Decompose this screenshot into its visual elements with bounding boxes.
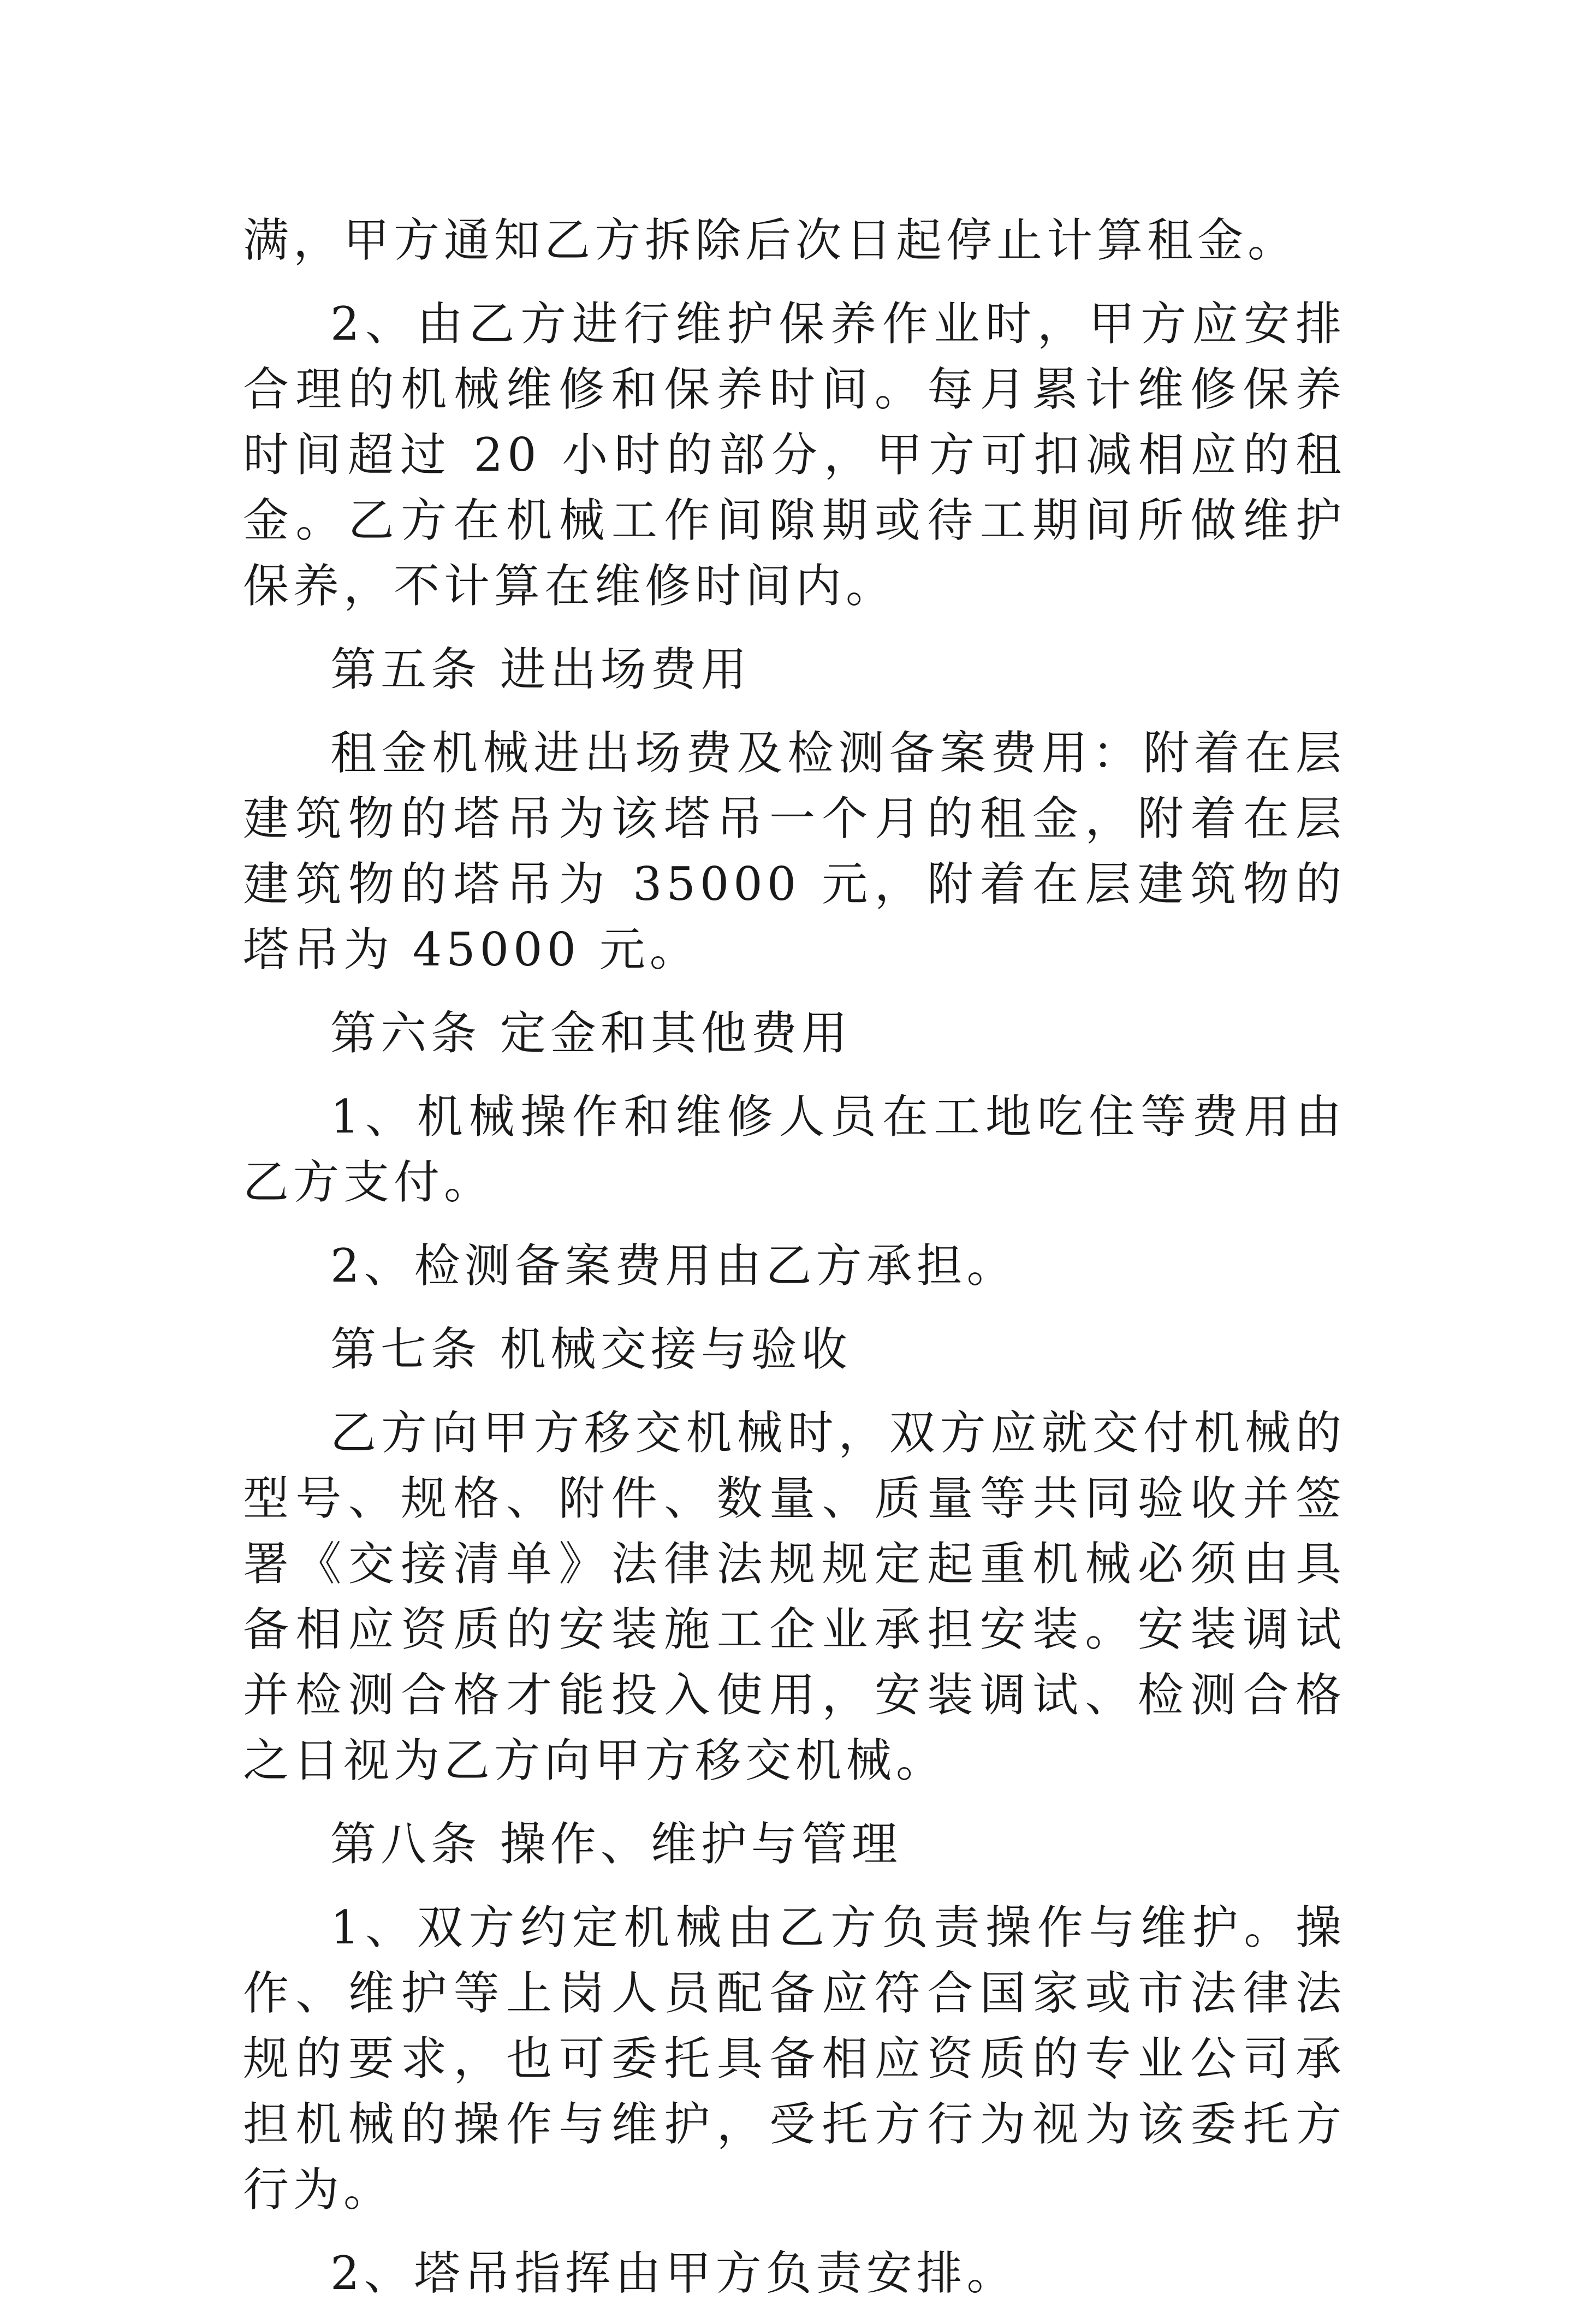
article-5-heading: 第五条 进出场费用	[330, 643, 751, 696]
article-8-heading: 第八条 操作、维护与管理	[330, 1817, 902, 1871]
paragraph-handover: 乙方向甲方移交机械时，双方应就交付机械的型号、规格、附件、数量、质量等共同验收并签署《交接清单》法律法规规定起重机械必须由具备相应资质的安装施工企业承担安装。安装调试并检测合格才能投入使用，安装调试、检测合格之日视为乙方向甲方移交机械。	[243, 1406, 1346, 1787]
paragraph-operation-maintenance: 1、双方约定机械由乙方负责操作与维护。操作、维护等上岗人员配备应符合国家或市法律法规的要求，也可委托具备相应资质的专业公司承担机械的操作与维护，受托方行为视为该委托方行为。	[243, 1901, 1346, 2216]
paragraph-rent-stop: 满，甲方通知乙方拆除后次日起停止计算租金。	[243, 214, 1298, 267]
paragraph-crane-command: 2、塔吊指挥由甲方负责安排。	[330, 2246, 1017, 2300]
document-body	[243, 208, 1346, 2324]
paragraph-staff-costs: 1、机械操作和维修人员在工地吃住等费用由乙方支付。	[243, 1090, 1346, 1209]
paragraph-maintenance-time: 2、由乙方进行维护保养作业时，甲方应安排合理的机械维修和保养时间。每月累计维修保养时间超过 20 小时的部分，甲方可扣减相应的租金。乙方在机械工作间隙期或待工期间所做维护保养，不计算在维修时间内。	[243, 297, 1346, 613]
article-7-heading: 第七条 机械交接与验收	[330, 1323, 852, 1376]
paragraph-inspection-fee: 2、检测备案费用由乙方承担。	[330, 1239, 1017, 1293]
article-6-heading: 第六条 定金和其他费用	[330, 1006, 852, 1060]
paragraph-entry-exit-fee: 租金机械进出场费及检测备案费用：附着在层建筑物的塔吊为该塔吊一个月的租金，附着在层建筑物的塔吊为 35000 元，附着在层建筑物的塔吊为 45000 元。	[243, 726, 1346, 976]
